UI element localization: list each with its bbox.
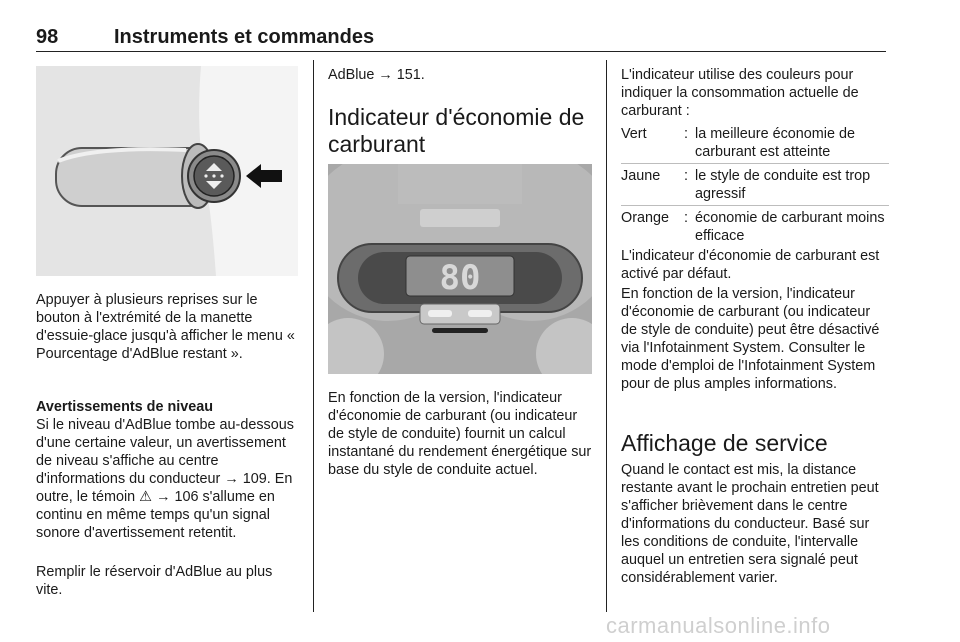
table-row: [621, 125, 889, 164]
paragraph: En fonction de la version, l'indicateur d'économie de carburant (ou indicateur de style de conduite) fournit un calcul instantané du rendement énergétique sur base du style de conduite actuel.: [328, 390, 592, 478]
column-divider: [606, 60, 607, 612]
display-value: 80: [439, 258, 481, 298]
separator: :: [684, 126, 688, 142]
separator: :: [684, 210, 688, 226]
color-key: Vert: [621, 126, 647, 142]
paragraph: Si le niveau d'AdBlue tombe au-dessous d'une certaine valeur, un avertissement de niveau s'affiche au centre d'informations du conducteur → 109. En outre, le témoin ⚠ → 106 s'allume en continu en même temps qu'un signal sonore d'avertissement retentit.: [36, 417, 294, 541]
section-title: Indicateur d'économie de carburant: [328, 104, 585, 157]
page-number: 98: [36, 26, 59, 48]
page-header: [36, 26, 886, 52]
watermark: carmanualsonline.info: [606, 613, 831, 638]
chapter-title: Instruments et commandes: [114, 26, 375, 48]
color-description: la meilleure économie de carburant est atteinte: [695, 126, 855, 160]
paragraph: En fonction de la version, l'indicateur d'économie de carburant (ou indicateur de style de conduite) peut être désactivé via l'Infotainment System. Consulter le mode d'emploi de l'Infotainment System pour de plus amples informations.: [621, 286, 880, 392]
color-key: Orange: [621, 210, 669, 226]
table-row: [621, 167, 889, 206]
subheading: Avertissements de niveau: [36, 399, 214, 415]
wiper-lever-illustration: [36, 66, 298, 276]
color-description: le style de conduite est trop agressif: [695, 168, 871, 202]
color-key: Jaune: [621, 168, 661, 184]
color-description: économie de carburant moins efficace: [695, 210, 885, 244]
paragraph: L'indicateur d'économie de carburant est activé par défaut.: [621, 248, 880, 282]
paragraph: L'indicateur utilise des couleurs pour indiquer la consommation actuelle de carburant :: [621, 67, 859, 119]
separator: :: [684, 168, 688, 184]
paragraph: AdBlue → 151.: [328, 67, 425, 83]
instrument-cluster-illustration: [328, 164, 592, 374]
section-title: Affichage de service: [621, 430, 828, 456]
color-legend-table: [621, 125, 889, 250]
paragraph: Quand le contact est mis, la distance restante avant le prochain entretien peut s'afficher brièvement dans le centre d'informations du conducteur. Basé sur les conditions de conduite, l'intervalle auquel un entretien sera signalé peut considérablement varier.: [621, 462, 879, 586]
paragraph: Appuyer à plusieurs reprises sur le bouton à l'extrémité de la manette d'essuie-glace jusqu'à afficher le menu « Pourcentage d'AdBlue restant ».: [36, 292, 295, 362]
table-row: [621, 209, 889, 247]
paragraph: Remplir le réservoir d'AdBlue au plus vite.: [36, 564, 273, 598]
column-divider: [313, 60, 314, 612]
